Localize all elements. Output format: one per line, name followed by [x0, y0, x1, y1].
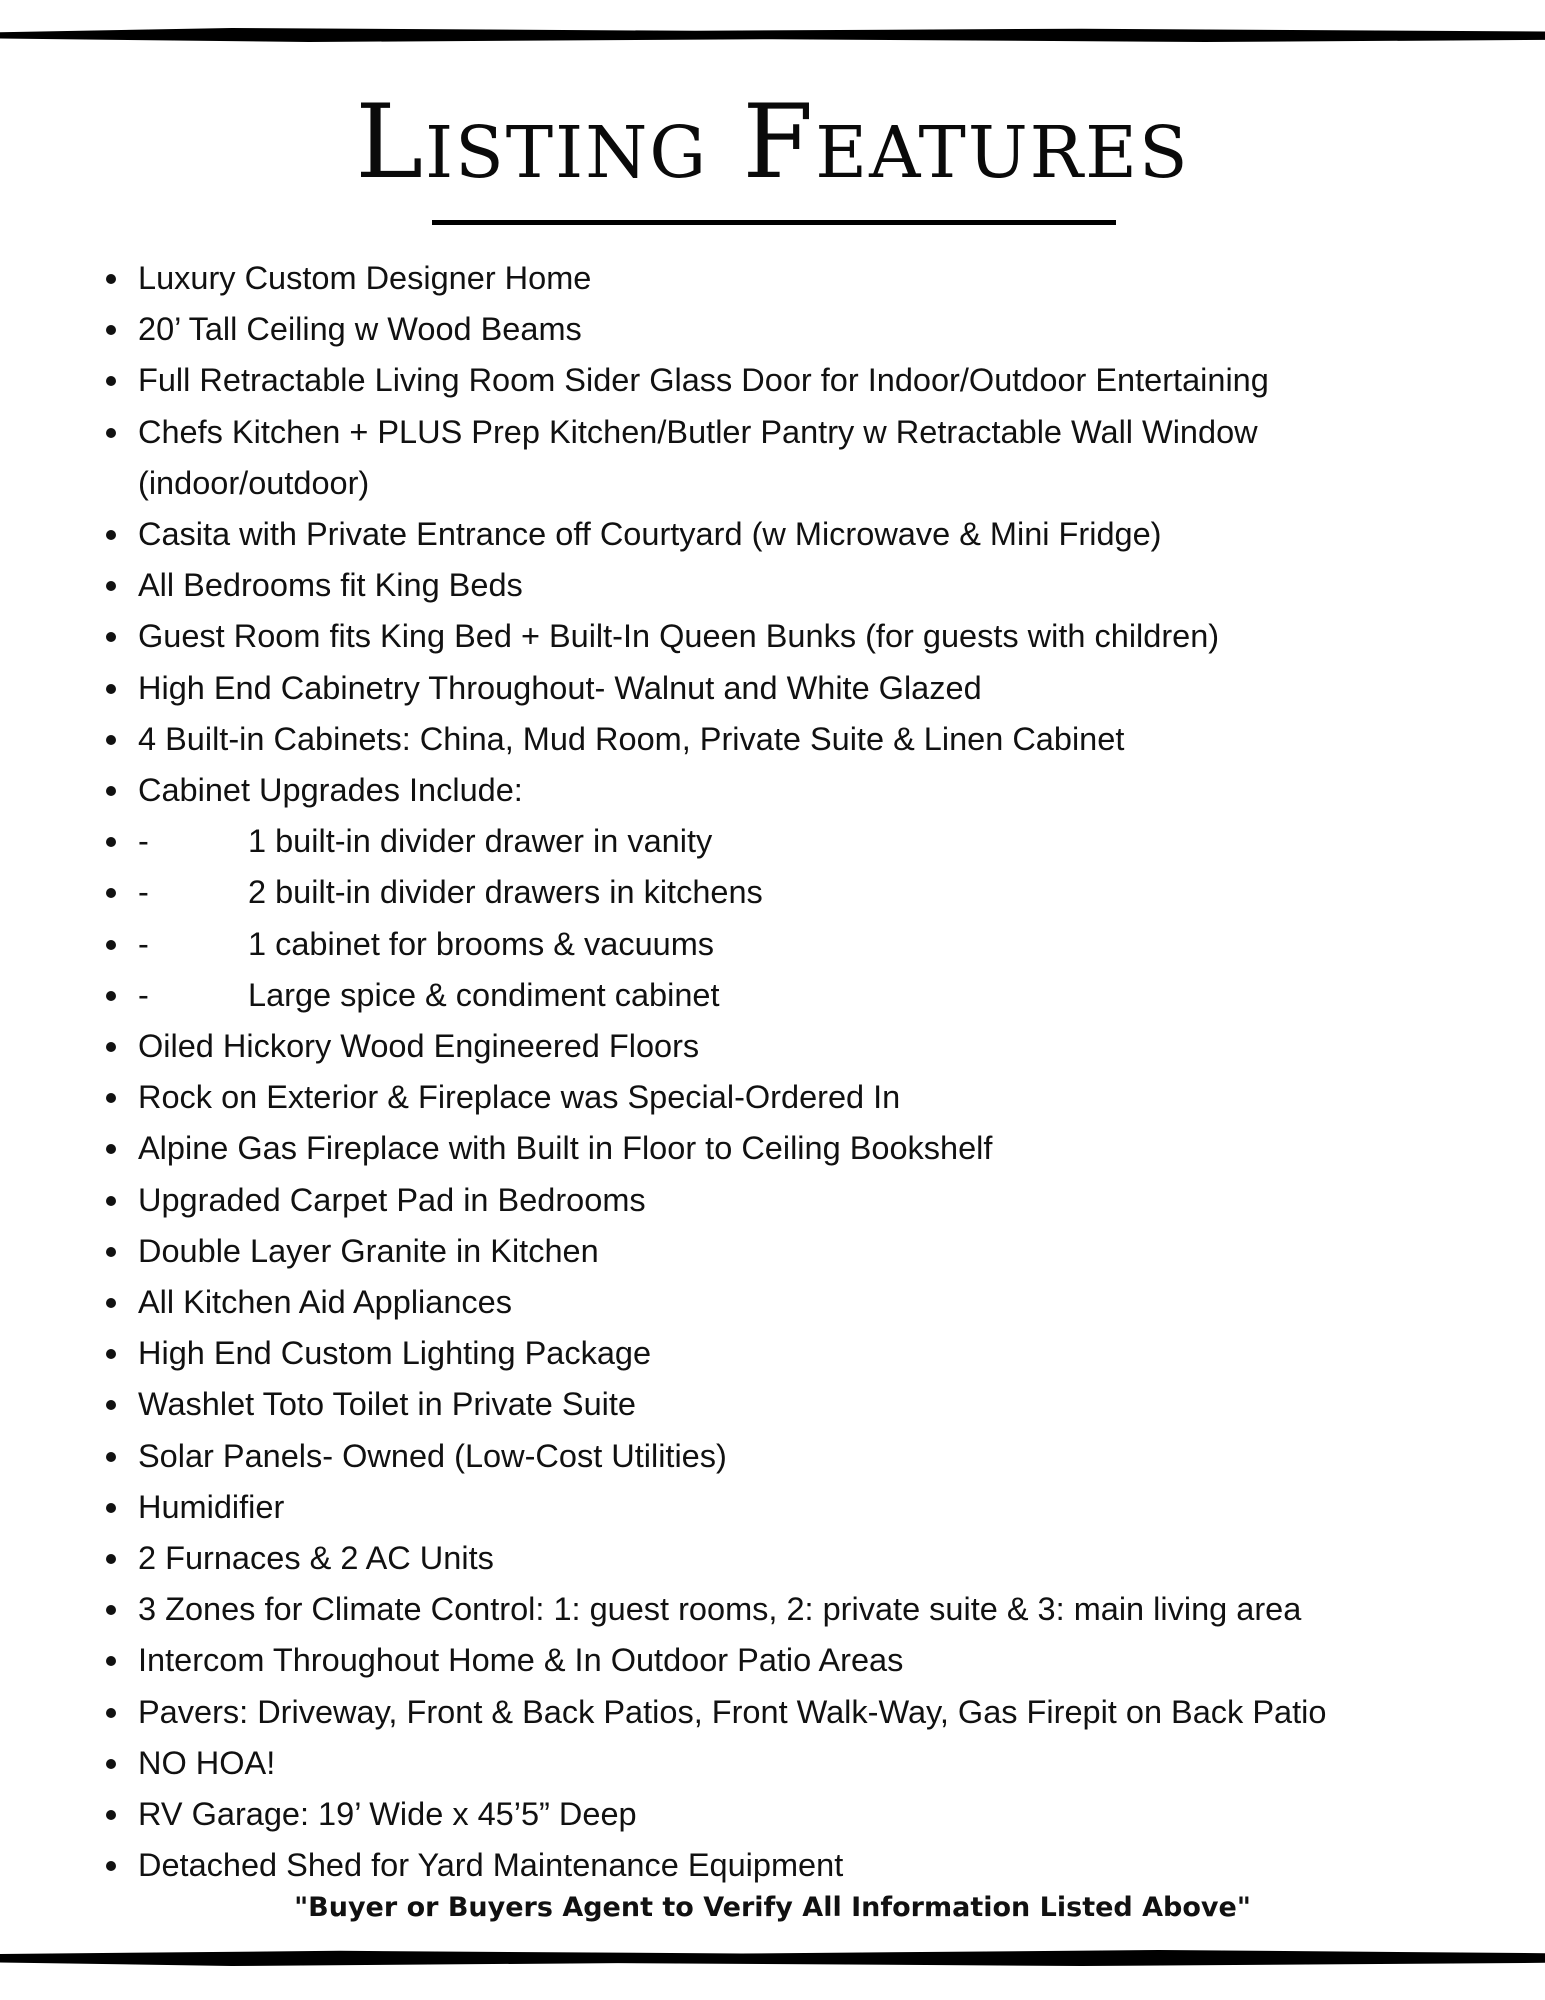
- list-item: [100, 1021, 1500, 1072]
- feature-text: 2 Furnaces & 2 AC Units: [138, 1540, 494, 1577]
- feature-text: Full Retractable Living Room Sider Glass Door for Indoor/Outdoor Entertaining: [138, 362, 1269, 399]
- feature-text: Upgraded Carpet Pad in Bedrooms: [138, 1181, 646, 1218]
- feature-text: Rock on Exterior & Fireplace was Special-Ordered In: [138, 1079, 901, 1116]
- feature-text: Washlet Toto Toilet in Private Suite: [138, 1386, 636, 1423]
- bullet-icon: [106, 1093, 116, 1103]
- bullet-icon: [106, 1503, 116, 1513]
- list-item: [100, 765, 1500, 816]
- list-item: [100, 1584, 1500, 1635]
- bullet-icon: [106, 1298, 116, 1308]
- feature-text: Casita with Private Entrance off Courtyard (w Microwave & Mini Fridge): [138, 516, 1162, 553]
- list-item: [100, 1431, 1500, 1482]
- bullet-icon: [106, 1042, 116, 1052]
- bullet-icon: [106, 1708, 116, 1718]
- feature-text: RV Garage: 19’ Wide x 45’5” Deep: [138, 1796, 637, 1833]
- list-item: [100, 1072, 1500, 1123]
- feature-text: Chefs Kitchen + PLUS Prep Kitchen/Butler Pantry w Retractable Wall Window: [138, 413, 1258, 450]
- bullet-icon: [106, 274, 116, 284]
- bullet-icon: [106, 1759, 116, 1769]
- bullet-icon: [106, 1400, 116, 1410]
- feature-text: Detached Shed for Yard Maintenance Equipment: [138, 1847, 844, 1884]
- list-item: [100, 1226, 1500, 1277]
- list-item: [100, 714, 1500, 765]
- feature-list: [100, 253, 1500, 1892]
- list-item-sub: [100, 816, 1500, 867]
- bullet-icon: [106, 1349, 116, 1359]
- bullet-icon: [106, 376, 116, 386]
- bullet-icon: [106, 735, 116, 745]
- title-underline: [432, 220, 1116, 225]
- bullet-icon: [106, 991, 116, 1001]
- bullet-icon: [106, 325, 116, 335]
- feature-text: NO HOA!: [138, 1744, 276, 1781]
- bullet-icon: [106, 1452, 116, 1462]
- bullet-icon: [106, 581, 116, 591]
- feature-text: 20’ Tall Ceiling w Wood Beams: [138, 311, 582, 348]
- feature-text: Large spice & condiment cabinet: [248, 976, 720, 1013]
- feature-text: High End Custom Lighting Package: [138, 1335, 652, 1372]
- bullet-icon: [106, 1144, 116, 1154]
- feature-text: High End Cabinetry Throughout- Walnut and White Glazed: [138, 669, 982, 706]
- list-item: [100, 1840, 1500, 1891]
- bullet-icon: [106, 1656, 116, 1666]
- bullet-icon: [106, 940, 116, 950]
- top-border: [0, 28, 1545, 42]
- bullet-icon: [106, 888, 116, 898]
- dash-marker: -: [138, 976, 149, 1013]
- feature-text: 3 Zones for Climate Control: 1: guest rooms, 2: private suite & 3: main living area: [138, 1591, 1302, 1628]
- feature-text: Alpine Gas Fireplace with Built in Floor to Ceiling Bookshelf: [138, 1130, 993, 1167]
- bullet-icon: [106, 684, 116, 694]
- feature-text: 1 cabinet for brooms & vacuums: [248, 925, 715, 962]
- list-item: [100, 1123, 1500, 1174]
- feature-text: 4 Built-in Cabinets: China, Mud Room, Private Suite & Linen Cabinet: [138, 720, 1125, 757]
- bullet-icon: [106, 632, 116, 642]
- list-item-sub: [100, 970, 1500, 1021]
- list-item: [100, 1789, 1500, 1840]
- list-item: [100, 1482, 1500, 1533]
- list-item: [100, 304, 1500, 355]
- list-item: [100, 407, 1500, 509]
- bullet-icon: [106, 530, 116, 540]
- list-item: [100, 1277, 1500, 1328]
- feature-text: Humidifier: [138, 1488, 285, 1525]
- list-item: [100, 1533, 1500, 1584]
- bullet-icon: [106, 1810, 116, 1820]
- feature-text: Guest Room fits King Bed + Built-In Queen Bunks (for guests with children): [138, 618, 1220, 655]
- list-item-sub: [100, 867, 1500, 918]
- bullet-icon: [106, 1247, 116, 1257]
- dash-marker: -: [138, 823, 149, 860]
- list-item-sub: [100, 919, 1500, 970]
- list-item: [100, 1687, 1500, 1738]
- feature-text: Luxury Custom Designer Home: [138, 260, 592, 296]
- list-item: [100, 509, 1500, 560]
- list-item: [100, 1635, 1500, 1686]
- dash-marker: -: [138, 874, 149, 911]
- feature-text: All Bedrooms fit King Beds: [138, 567, 523, 604]
- feature-text: Pavers: Driveway, Front & Back Patios, Front Walk-Way, Gas Firepit on Back Patio: [138, 1693, 1327, 1730]
- list-item: [100, 253, 1500, 304]
- list-item: [100, 611, 1500, 662]
- list-item: [100, 1175, 1500, 1226]
- list-item: [100, 560, 1500, 611]
- feature-text: 2 built-in divider drawers in kitchens: [248, 874, 763, 911]
- bottom-border: [0, 1950, 1545, 1966]
- dash-marker: -: [138, 925, 149, 962]
- feature-text: All Kitchen Aid Appliances: [138, 1284, 512, 1321]
- feature-text: 1 built-in divider drawer in vanity: [248, 823, 713, 860]
- feature-text: Double Layer Granite in Kitchen: [138, 1232, 599, 1269]
- bullet-icon: [106, 1196, 116, 1206]
- bullet-icon: [106, 786, 116, 796]
- feature-text: Solar Panels- Owned (Low-Cost Utilities): [138, 1437, 727, 1474]
- feature-text: Intercom Throughout Home & In Outdoor Patio Areas: [138, 1642, 904, 1679]
- feature-text-continued: (indoor/outdoor): [138, 464, 370, 501]
- list-item: [100, 355, 1500, 406]
- feature-text: Oiled Hickory Wood Engineered Floors: [138, 1028, 700, 1065]
- list-item: [100, 663, 1500, 714]
- feature-text: Cabinet Upgrades Include:: [138, 772, 523, 809]
- bullet-icon: [106, 1554, 116, 1564]
- page-title: Listing Features: [355, 83, 1190, 202]
- bullet-icon: [106, 428, 116, 438]
- bullet-icon: [106, 1861, 116, 1871]
- list-item: [100, 1738, 1500, 1789]
- bullet-icon: [106, 837, 116, 847]
- list-item: [100, 1379, 1500, 1430]
- list-item: [100, 1328, 1500, 1379]
- bullet-icon: [106, 1605, 116, 1615]
- disclaimer-note: "Buyer or Buyers Agent to Verify All Information Listed Above": [294, 1892, 1251, 1923]
